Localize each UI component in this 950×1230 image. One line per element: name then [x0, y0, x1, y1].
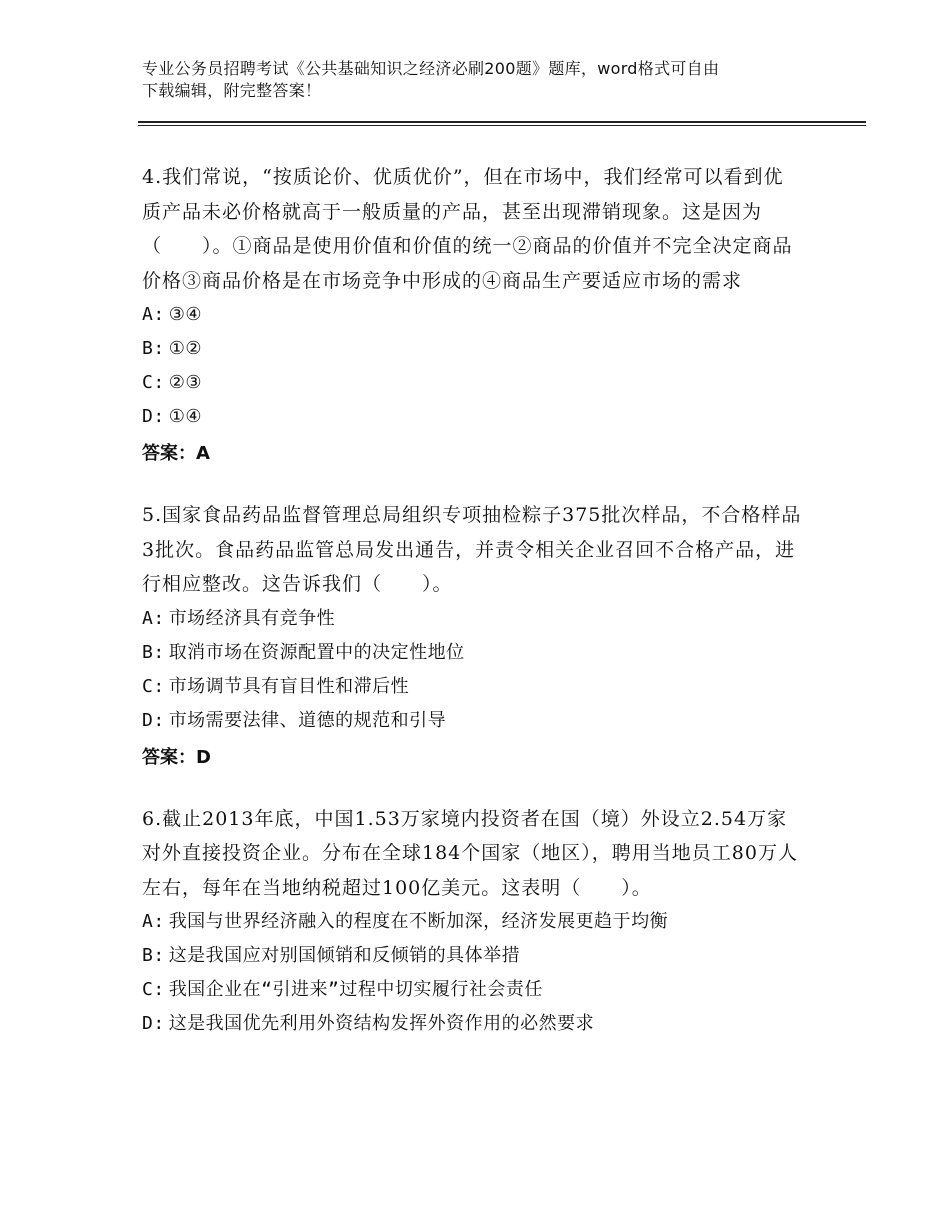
header-title-line-2: 下载编辑，附完整答案！ — [142, 81, 322, 100]
option-list — [142, 298, 802, 434]
option-b — [142, 636, 802, 670]
option-c — [142, 366, 802, 400]
option-letter: A: — [142, 911, 165, 932]
option-text: ③④ — [168, 304, 202, 325]
answer-label: 答案：A — [142, 443, 210, 464]
option-list — [142, 602, 802, 738]
option-letter: A: — [142, 304, 165, 325]
question-6 — [142, 802, 802, 1042]
option-b — [142, 939, 802, 973]
option-letter: C: — [142, 979, 165, 1000]
option-text: 这是我国应对别国倾销和反倾销的具体举措 — [168, 945, 521, 966]
option-c — [142, 973, 802, 1007]
option-text: 市场调节具有盲目性和滞后性 — [168, 675, 410, 697]
option-text: ①② — [168, 338, 202, 359]
option-letter: D: — [142, 406, 165, 427]
option-text: 市场需要法律、道德的规范和引导 — [168, 709, 447, 731]
option-d — [142, 1007, 802, 1041]
option-list — [142, 905, 802, 1041]
option-letter: C: — [142, 372, 165, 393]
option-d — [142, 704, 802, 738]
option-letter: B: — [142, 338, 165, 359]
option-text: ②③ — [168, 372, 202, 393]
header-divider-thin — [138, 125, 866, 126]
option-a — [142, 905, 802, 939]
document-header — [142, 58, 822, 102]
option-letter: D: — [142, 709, 165, 731]
question-list — [142, 160, 802, 1067]
option-letter: C: — [142, 675, 165, 697]
question-stem: 4.我们常说，“按质论价、优质优价”，但在市场中，我们经常可以看到优质产品未必价格就高于一般质量的产品，甚至出现滞销现象。这是因为（ ）。①商品是使用价值和价值的统一②商品的价值并不完全决定商品价格③商品价格是在市场竞争中形成的④商品生产要适应市场的需求 — [142, 166, 793, 292]
option-a — [142, 298, 802, 332]
header-title-line-1: 专业公务员招聘考试《公共基础知识之经济必刷200题》题库，word格式可自由 — [142, 59, 720, 78]
option-letter: D: — [142, 1013, 165, 1034]
option-text: 市场经济具有竞争性 — [168, 607, 336, 629]
option-b — [142, 332, 802, 366]
option-a — [142, 602, 802, 636]
option-text: 我国与世界经济融入的程度在不断加深，经济发展更趋于均衡 — [168, 911, 669, 932]
option-text: ①④ — [168, 406, 202, 427]
option-text: 我国企业在“引进来”过程中切实履行社会责任 — [168, 979, 543, 1000]
question-5 — [142, 498, 802, 776]
option-letter: A: — [142, 607, 165, 629]
option-letter: B: — [142, 945, 165, 966]
answer-label: 答案：D — [142, 746, 211, 768]
header-divider-thick — [138, 121, 866, 123]
question-stem: 5.国家食品药品监督管理总局组织专项抽检粽子375批次样品，不合格样品3批次。食品药品监管总局发出通告，并责令相关企业召回不合格产品，进行相应整改。这告诉我们（ ）。 — [142, 504, 802, 595]
question-stem: 6.截止2013年底，中国1.53万家境内投资者在国（境）外设立2.54万家对外直接投资企业。分布在全球184个国家（地区），聘用当地员工80万人左右，每年在当地纳税超过100亿美元。这表明（ ）。 — [142, 807, 798, 899]
option-c — [142, 670, 802, 704]
option-letter: B: — [142, 641, 165, 663]
option-text: 取消市场在资源配置中的决定性地位 — [168, 641, 465, 663]
question-4 — [142, 160, 802, 472]
option-text: 这是我国优先利用外资结构发挥外资作用的必然要求 — [168, 1013, 595, 1034]
option-d — [142, 400, 802, 434]
